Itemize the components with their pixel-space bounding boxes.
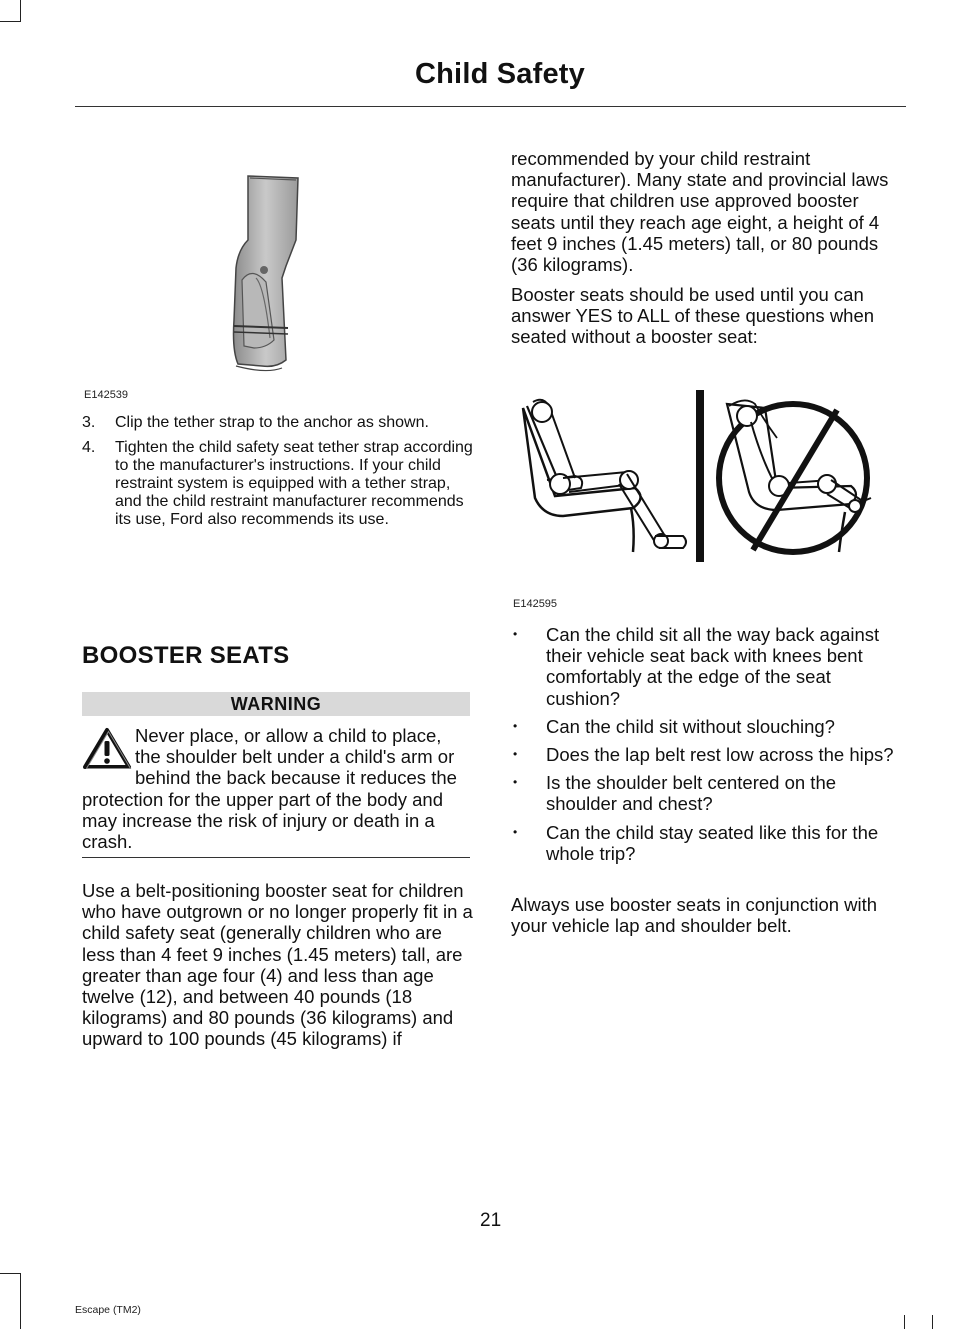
list-item-text: Can the child sit all the way back against their vehicle seat back with knees bent comfortably at the edge of the seat cushion? xyxy=(546,624,880,709)
step-number: 3. xyxy=(82,414,96,431)
step-item xyxy=(82,439,474,529)
figure-label: E142595 xyxy=(513,598,558,610)
list-item xyxy=(511,624,906,709)
list-item-text: Can the child stay seated like this for the whole trip? xyxy=(546,821,879,864)
bullet-glyph: • xyxy=(513,718,518,733)
step-number: 4. xyxy=(82,439,96,456)
list-item-text: Is the shoulder belt centered on the shoulder and chest? xyxy=(546,772,837,815)
list-item-text: Does the lap belt rest low across the hips? xyxy=(546,744,894,766)
step-text: Clip the tether strap to the anchor as shown. xyxy=(115,414,429,431)
page-title: Child Safety xyxy=(415,58,585,90)
warning-header: WARNING xyxy=(82,692,470,716)
bullet-glyph: • xyxy=(513,747,518,762)
warning-divider xyxy=(82,857,470,858)
warning-text: Never place, or allow a child to place, the shoulder belt under a child's arm or behind the back because it reduces the protection for the upper part of the body and may increase the risk of injury or death in a crash. xyxy=(82,725,457,853)
list-item xyxy=(511,822,906,864)
figure-label: E142539 xyxy=(84,389,129,401)
bullet-glyph: • xyxy=(513,775,518,790)
list-item xyxy=(511,772,906,814)
booster-seat-posture-icon xyxy=(515,388,880,564)
section-heading: BOOSTER SEATS xyxy=(82,642,290,669)
instruction-steps xyxy=(82,414,474,536)
seatbelt-buckle-icon xyxy=(226,170,306,372)
bullet-glyph: • xyxy=(513,824,518,839)
crop-mark xyxy=(904,1315,905,1329)
booster-questions-list xyxy=(511,624,906,871)
yes-questions-paragraph: Booster seats should be used until you can answer YES to ALL of these questions when seated without a booster seat: xyxy=(511,284,875,348)
booster-intro-paragraph: Use a belt-positioning booster seat for children who have outgrown or no longer properly fit in a child safety seat (generally children who are less than 4 feet 9 inches (1.45 meters) tall, are greater than age four (4) and less than age twelve (12), and between 40 pounds (18 kilograms) and 80 pounds (36 kilograms) and upward to 100 pounds (45 kilograms) if xyxy=(82,880,473,1050)
crop-mark xyxy=(20,0,21,22)
crop-mark xyxy=(0,1273,20,1274)
page-number: 21 xyxy=(480,1210,502,1231)
closing-paragraph: Always use booster seats in conjunction with your vehicle lap and shoulder belt. xyxy=(511,894,878,937)
footer-model: Escape (TM2) xyxy=(75,1304,141,1316)
continued-paragraph: recommended by your child restraint manufacturer). Many state and provincial laws require that children use approved booster seats until they reach age eight, a height of 4 feet 9 inches (1.45 meters) tall, or 80 pounds (36 kilograms). xyxy=(511,148,889,276)
list-item xyxy=(511,744,906,765)
bullet-glyph: • xyxy=(513,627,518,641)
warning-triangle-icon xyxy=(82,727,132,771)
crop-mark xyxy=(20,1273,21,1329)
warning-box xyxy=(82,725,472,852)
list-item xyxy=(511,716,906,737)
crop-mark xyxy=(0,21,20,22)
step-text: Tighten the child safety seat tether strap according to the manufacturer's instructions. If your child restraint system is equipped with a tether strap, and the child restraint manufacturer recommends its use, Ford also recommends its use. xyxy=(115,439,473,528)
step-item xyxy=(82,414,474,432)
crop-mark xyxy=(932,1315,933,1329)
list-item-text: Can the child sit without slouching? xyxy=(546,715,835,737)
header-divider xyxy=(75,106,906,107)
